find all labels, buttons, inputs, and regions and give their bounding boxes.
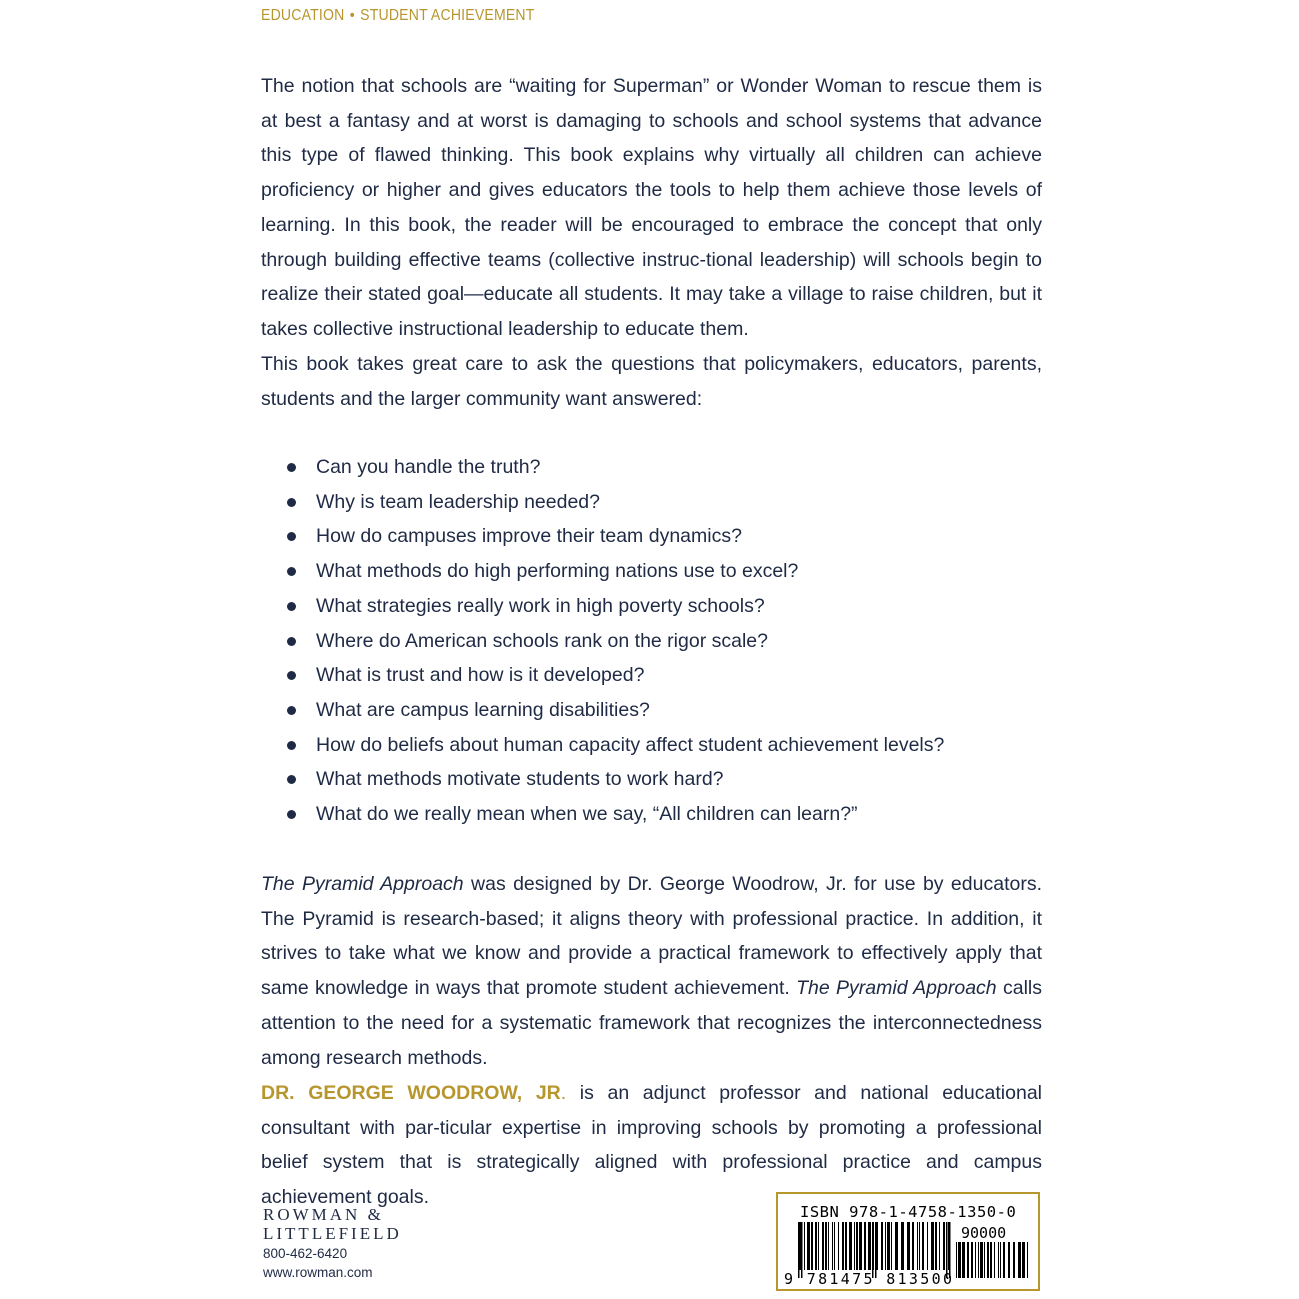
question-item: What methods motivate students to work hard? xyxy=(286,762,944,797)
isbn-barcode-box xyxy=(776,1192,1040,1291)
category-education: EDUCATION xyxy=(261,7,345,24)
isbn-number: ISBN 978-1-4758-1350-0 xyxy=(800,1203,1017,1221)
question-item: What are campus learning disabilities? xyxy=(286,693,944,728)
author-name: DR. GEORGE WOODROW, JR xyxy=(261,1082,561,1104)
description-paragraph-1: The notion that schools are “waiting for Superman” or Wonder Woman to rescue them is at best a fantasy and at worst is damaging to schools and school systems that advance this type of flawed thinking. This book explains why virtually all children can achieve proficiency or higher and gives educators the tools to help them achieve those levels of learning. In this book, the reader will be encouraged to embrace the concept that only through building effective teams (collective instruc-tional leadership) will schools begin to realize their stated goal—educate all students. It may take a village to raise children, but it takes collective instructional leadership to educate them. xyxy=(261,75,1042,340)
book-title-italic: The Pyramid Approach xyxy=(796,977,997,1000)
question-item: How do beliefs about human capacity affect student achievement levels? xyxy=(286,728,944,763)
pyramid-approach-paragraph xyxy=(261,867,1042,1075)
question-item: What do we really mean when we say, “All children can learn?” xyxy=(286,797,944,832)
category-separator: • xyxy=(349,7,355,24)
barcode-graphic xyxy=(778,1194,1038,1289)
publisher-logo-line2: LITTLEFIELD xyxy=(263,1224,402,1243)
paragraph-text: calls attention to the need for a systematic framework that recognizes the interconnectedness among research methods. xyxy=(261,977,1042,1069)
category-student-achievement: STUDENT ACHIEVEMENT xyxy=(360,7,535,24)
publisher-block xyxy=(263,1205,402,1282)
question-item: How do campuses improve their team dynamics? xyxy=(286,519,944,554)
publisher-phone: 800-462-6420 xyxy=(263,1246,348,1261)
publisher-logo-line1: ROWMAN & xyxy=(263,1205,384,1224)
question-item: Can you handle the truth? xyxy=(286,450,944,485)
ean-digits: 9 781475 813500 xyxy=(784,1270,952,1288)
publisher-website: www.rowman.com xyxy=(263,1265,373,1280)
question-item: Where do American schools rank on the rigor scale? xyxy=(286,624,944,659)
question-item: What methods do high performing nations use to excel? xyxy=(286,554,944,589)
questions-list xyxy=(286,450,944,832)
paragraph-text: was designed by Dr. George Woodrow, Jr. for use by educators. The Pyramid is research-based; it aligns theory with professional practice. In addition, it strives to take what we know and provide a practical framework to effectively apply that same knowledge in ways that promote student achievement. xyxy=(261,873,1042,1000)
description-paragraph-2: This book takes great care to ask the questions that policymakers, educators, parents, students and the larger community want answered: xyxy=(261,353,1042,410)
question-item: What is trust and how is it developed? xyxy=(286,658,944,693)
question-item: What strategies really work in high poverty schools? xyxy=(286,589,944,624)
price-code: 90000 xyxy=(961,1224,1007,1242)
author-name-period: . xyxy=(560,1082,567,1104)
category-label xyxy=(261,7,535,25)
author-bio-text: is an adjunct professor and national educational consultant with par-ticular expertise in improving schools by promoting a professional belief system that is strategically aligned with professional practice and campus achievement goals. xyxy=(261,1082,1042,1209)
question-item: Why is team leadership needed? xyxy=(286,485,944,520)
book-title-italic: The Pyramid Approach xyxy=(261,873,464,895)
